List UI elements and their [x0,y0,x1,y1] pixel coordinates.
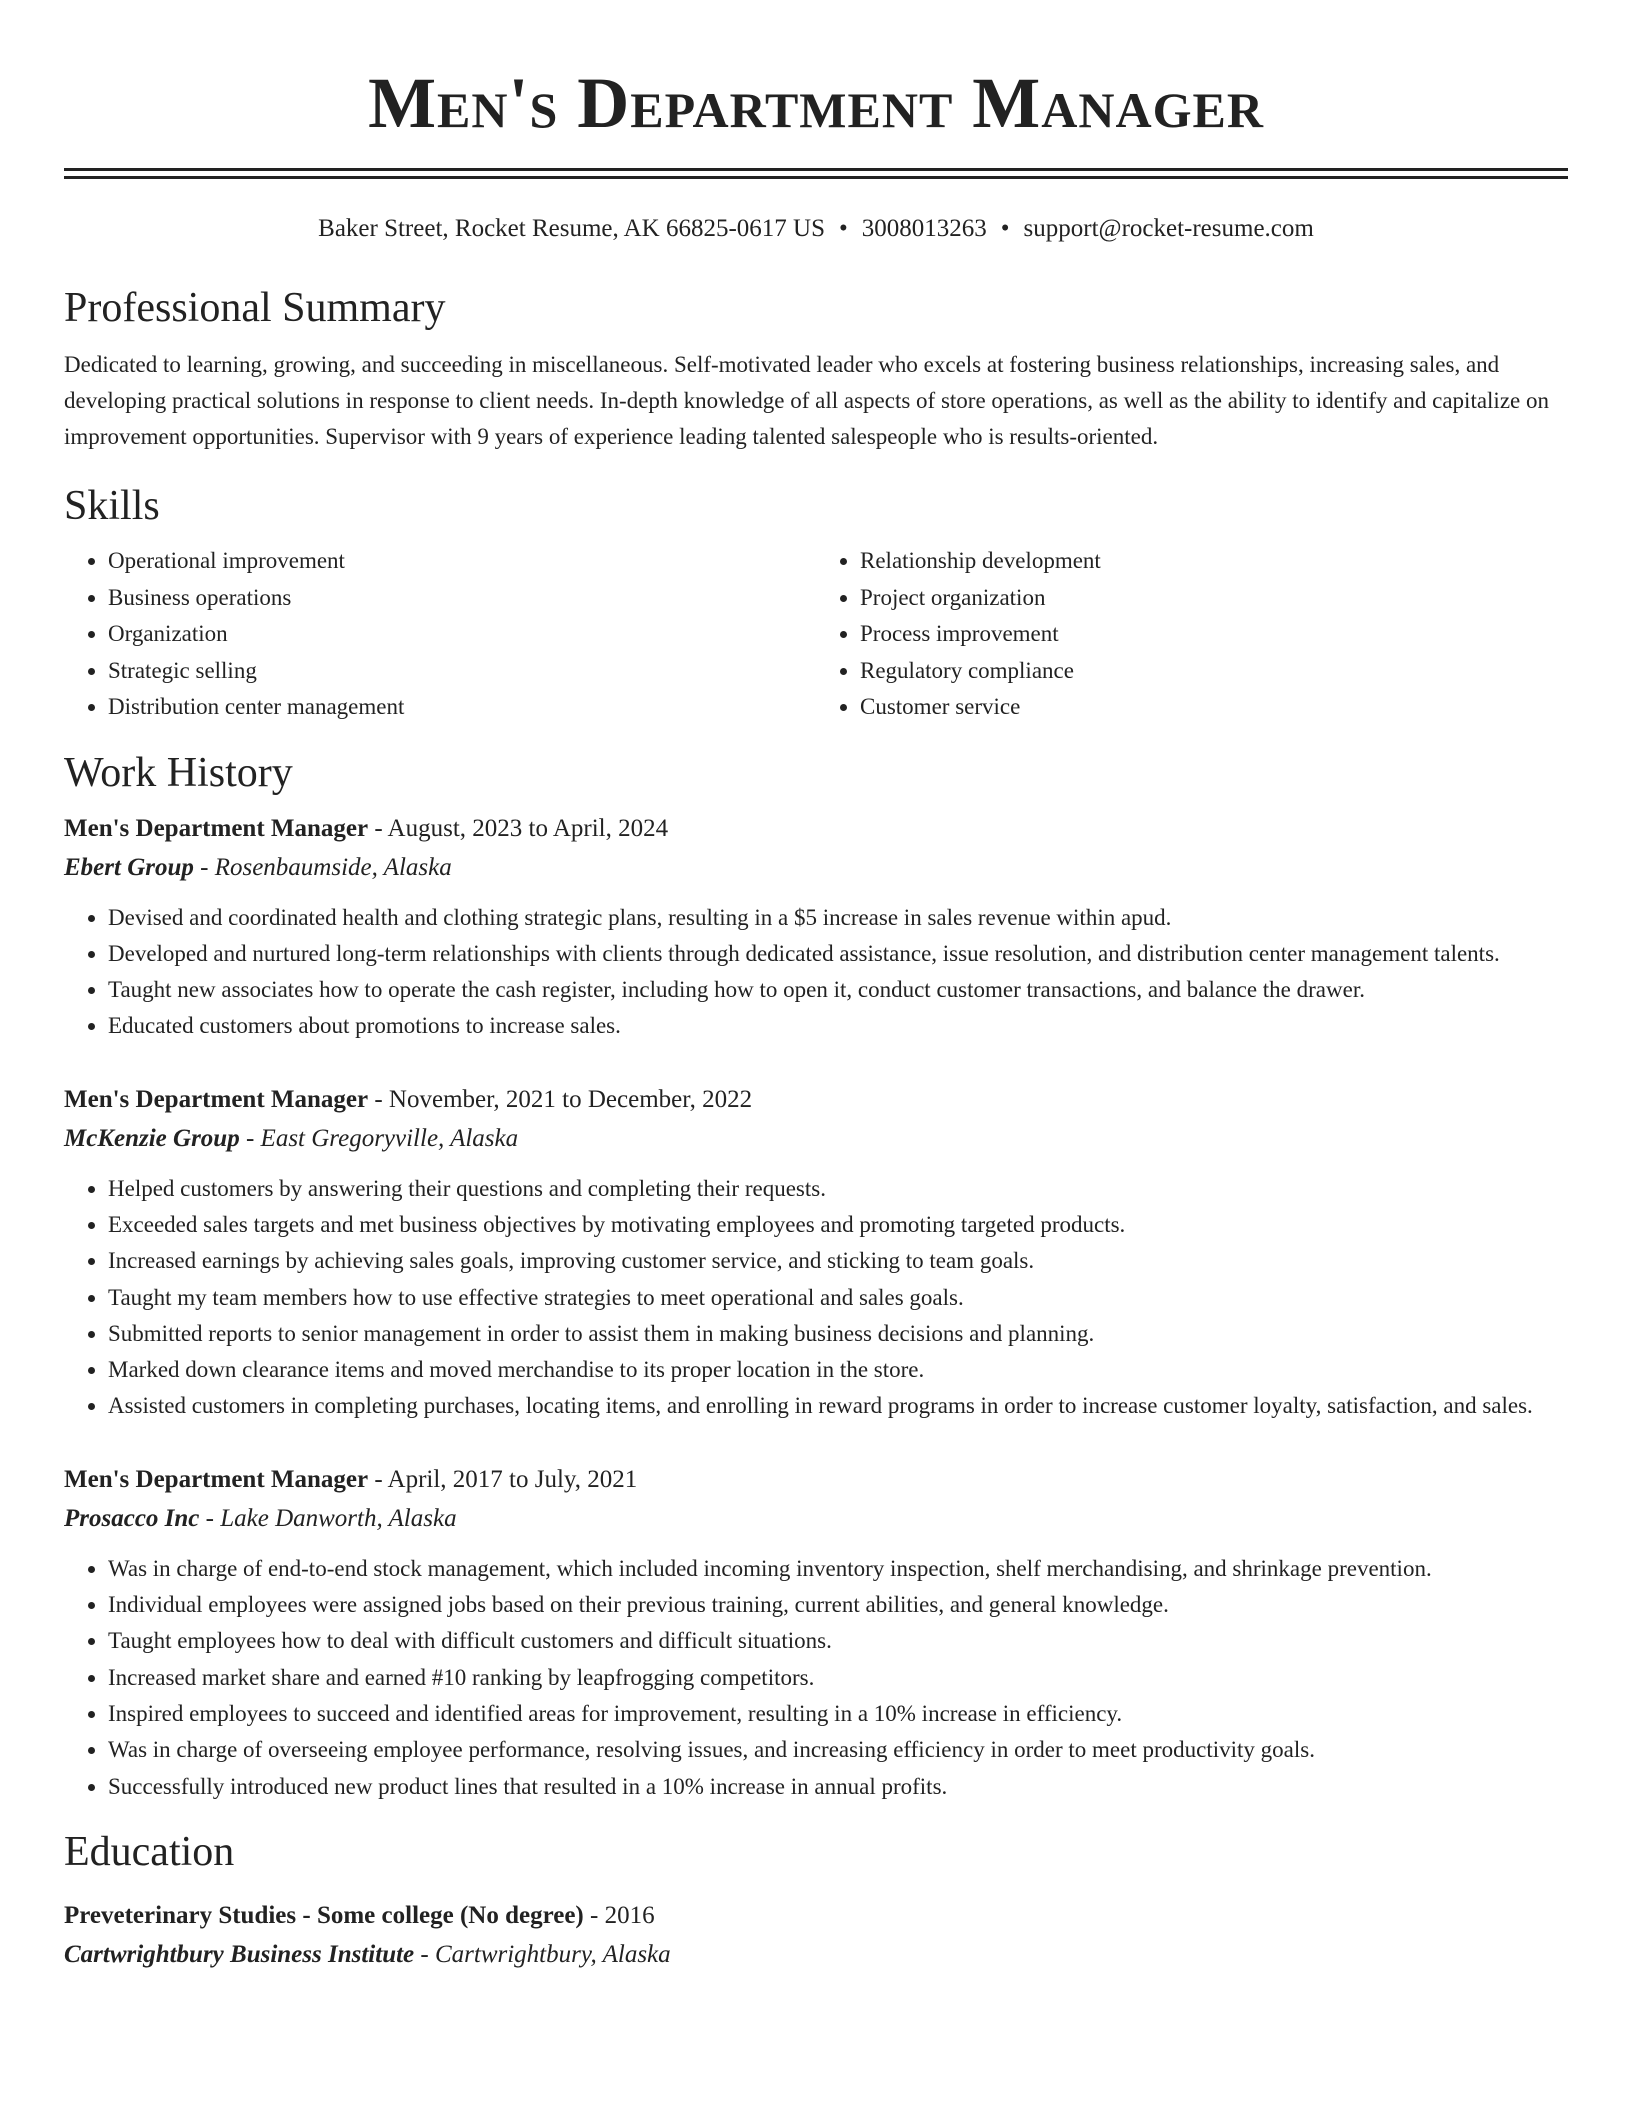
contact-separator: • [839,215,848,242]
job-bullet: • Developed and nurtured long-term relationships with clients through dedicated assistance, issue resolution, and distribution center management talents. [108,936,1568,972]
job-dates: - August, 2023 to April, 2024 [368,814,669,842]
skill-item: • Business operations [108,580,816,617]
job-bullets [64,900,1568,1045]
job-entry [64,1461,1568,1805]
job-bullet: • Inspired employees to succeed and identified areas for improvement, resulting in a 10% increase in efficiency. [108,1696,1568,1732]
job-company: Prosacco Inc [64,1504,200,1532]
job-bullet: • Taught new associates how to operate the cash register, including how to open it, conduct customer transactions, and balance the drawer. [108,972,1568,1008]
job-bullet: • Assisted customers in completing purchases, locating items, and enrolling in reward programs in order to increase customer loyalty, satisfaction, and sales. [108,1388,1568,1424]
job-company-line [64,1499,1568,1539]
job-title-line [64,1461,1568,1499]
job-company: McKenzie Group [64,1124,240,1152]
section-heading-work-history: Work History [64,749,293,796]
job-company-line [64,1119,1568,1159]
skill-item: • Strategic selling [108,653,816,690]
job-bullets [64,1551,1568,1805]
job-title-line [64,810,1568,848]
skill-item: • Project organization [860,580,1568,617]
section-heading-summary: Professional Summary [64,285,446,331]
job-bullet: • Was in charge of end-to-end stock management, which included incoming inventory inspection, shelf merchandising, and shrinkage prevention. [108,1551,1568,1587]
job-bullet: • Successfully introduced new product lines that resulted in a 10% increase in annual profits. [108,1769,1568,1805]
job-bullet: • Helped customers by answering their questions and completing their requests. [108,1171,1568,1207]
job-bullet: • Individual employees were assigned jobs based on their previous training, current abilities, and general knowledge. [108,1587,1568,1623]
section-heading-education: Education [64,1828,235,1875]
job-dates: - November, 2021 to December, 2022 [368,1085,753,1113]
education-location: - Cartwrightbury, Alaska [414,1940,671,1968]
skill-item: • Process improvement [860,616,1568,653]
job-location: - Lake Danworth, Alaska [199,1504,457,1532]
job-bullets [64,1171,1568,1425]
title-divider [64,168,1568,179]
job-bullet: • Educated customers about promotions to increase sales. [108,1008,1568,1044]
skill-item: • Customer service [860,689,1568,726]
section-heading-skills: Skills [64,483,160,529]
job-title: Men's Department Manager [64,1085,369,1113]
job-bullet: • Submitted reports to senior management in order to assist them in making business decisions and planning. [108,1316,1568,1352]
education-school: Cartwrightbury Business Institute [64,1940,415,1968]
job-bullet: • Devised and coordinated health and clothing strategic plans, resulting in a $5 increase in sales revenue within apud. [108,900,1568,936]
job-bullet: • Taught my team members how to use effective strategies to meet operational and sales goals. [108,1280,1568,1316]
contact-separator: • [1000,215,1010,242]
education-degree: Preveterinary Studies - Some college (No degree) [64,1901,584,1929]
skill-item: • Operational improvement [108,543,816,580]
contact-phone: 3008013263 [861,215,987,242]
education-year: - 2016 [583,1901,655,1929]
job-title: Men's Department Manager [64,814,369,842]
job-bullet: • Increased earnings by achieving sales goals, improving customer service, and sticking to team goals. [108,1243,1568,1279]
job-bullet: • Marked down clearance items and moved merchandise to its proper location in the store. [108,1352,1568,1388]
skill-item: • Regulatory compliance [860,653,1568,690]
skills-list [64,543,1568,726]
job-bullet: • Increased market share and earned #10 ranking by leapfrogging competitors. [108,1660,1568,1696]
contact-address: Baker Street, Rocket Resume, AK 66825-0617 US [318,215,826,242]
job-bullet: • Was in charge of overseeing employee performance, resolving issues, and increasing efficiency in order to meet productivity goals. [108,1732,1568,1768]
contact-email: support@rocket-resume.com [1023,215,1314,242]
skill-item: • Organization [108,616,816,653]
job-company-line [64,848,1568,888]
job-title: Men's Department Manager [64,1465,369,1493]
job-location: - East Gregoryville, Alaska [239,1124,519,1152]
contact-line [64,213,1568,245]
job-bullet: • Taught employees how to deal with difficult customers and difficult situations. [108,1623,1568,1659]
education-school-line [64,1935,1568,1975]
skills-column-left [64,543,816,726]
skill-item: • Distribution center management [108,689,816,726]
skill-item: • Relationship development [860,543,1568,580]
education-degree-line [64,1897,1568,1935]
job-dates: - April, 2017 to July, 2021 [368,1465,638,1493]
job-bullet: • Exceeded sales targets and met business objectives by motivating employees and promoting targeted products. [108,1207,1568,1243]
job-location: - Rosenbaumside, Alaska [193,853,452,881]
summary-text: Dedicated to learning, growing, and succeeding in miscellaneous. Self-motivated leader who excels at fostering business relationships, increasing sales, and developing practical solutions in response to client needs. In-depth knowledge of all aspects of store operations, as well as the ability to identify and capitalize on improvement opportunities. Supervisor with 9 years of experience leading talented salespeople who is results-oriented. [64,352,1549,449]
job-entry [64,1081,1568,1425]
job-entry [64,810,1568,1045]
job-title-line [64,1081,1568,1119]
resume-title: Men's Department Manager [368,63,1264,143]
job-company: Ebert Group [64,853,194,881]
skills-column-right [816,543,1568,726]
